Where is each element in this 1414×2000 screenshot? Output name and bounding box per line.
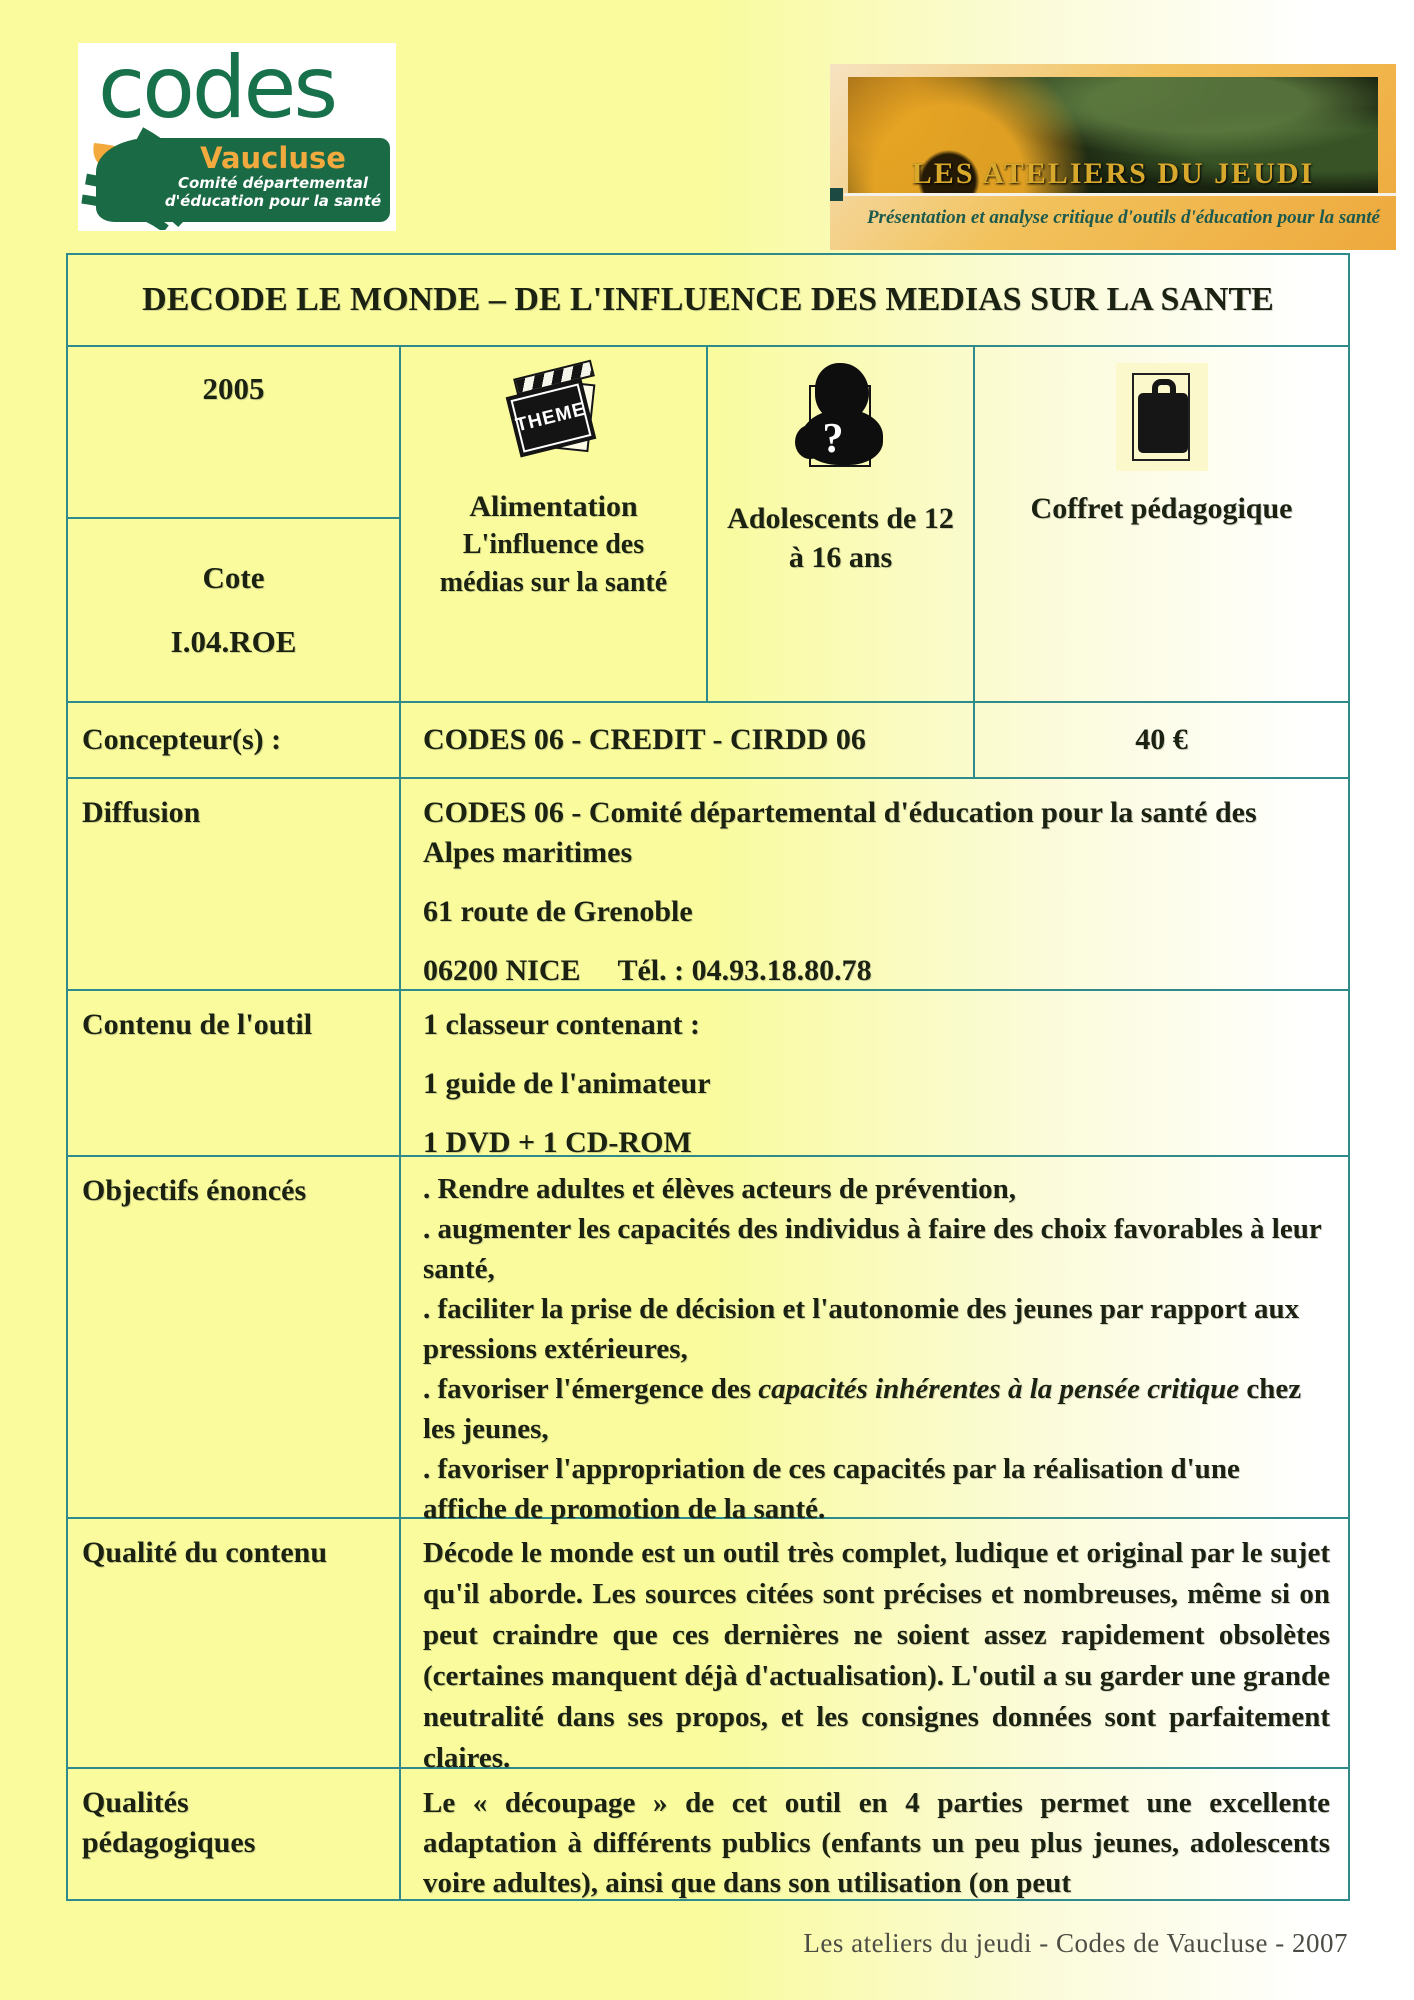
objectif-item: . faciliter la prise de décision et l'autonomie des jeunes par rapport aux pressions extérieures, — [423, 1293, 1300, 1365]
theme-title: Alimentation — [469, 490, 638, 523]
diffusion-row — [68, 777, 1348, 989]
qualite-contenu-row — [68, 1517, 1348, 1774]
contenu-line: 1 guide de l'animateur — [423, 1067, 711, 1100]
adolescent-silhouette-icon — [793, 363, 889, 483]
pedagogie-label: Qualités pédagogiques — [82, 1786, 256, 1859]
qualite-label: Qualité du contenu — [82, 1536, 328, 1569]
audience-label: Adolescents de 12 à 16 ans — [727, 502, 954, 574]
cote-label: Cote — [202, 560, 265, 595]
codes-logo-banner — [96, 138, 390, 222]
contenu-line: 1 DVD + 1 CD-ROM — [423, 1126, 692, 1159]
audience-cell — [706, 347, 973, 701]
theme-board-label: THEME — [513, 398, 588, 437]
diffusion-line: 06200 NICE Tél. : 04.93.18.80.78 — [423, 954, 872, 987]
format-label: Coffret pédagogique — [1030, 492, 1293, 525]
briefcase-icon — [1116, 363, 1208, 471]
qualites-pedagogiques-row — [68, 1767, 1348, 1899]
price-value: 40 € — [973, 703, 1348, 777]
page-footer: Les ateliers du jeudi - Codes de Vaucluse - 2007 — [803, 1928, 1348, 1958]
codes-vaucluse-logo — [78, 38, 396, 231]
theme-subtitle: L'influence des médias sur la santé — [439, 529, 668, 598]
objectifs-row — [68, 1155, 1348, 1525]
codes-logo-subline1: Comité départemental — [177, 174, 369, 192]
ateliers-du-jeudi-banner — [830, 64, 1396, 250]
tool-review-sheet — [66, 253, 1350, 1901]
diffusion-line: CODES 06 - Comité départemental d'éducation pour la santé des Alpes maritimes — [423, 796, 1257, 869]
contenu-row — [68, 989, 1348, 1159]
banner-line-chip — [830, 188, 843, 201]
objectif-italic-segment: capacités inhérentes à la pensée critique — [758, 1373, 1240, 1405]
sheet-title: DECODE LE MONDE – DE L'INFLUENCE DES MEDIAS SUR LA SANTE — [142, 281, 1274, 318]
concepteur-value: CODES 06 - CREDIT - CIRDD 06 — [399, 703, 973, 777]
concepteur-row — [68, 701, 1348, 777]
contenu-line: 1 classeur contenant : — [423, 1008, 700, 1041]
cote-value: I.04.ROE — [170, 624, 297, 659]
briefcase-body — [1138, 393, 1188, 453]
contenu-label: Contenu de l'outil — [82, 1008, 313, 1041]
pedagogie-content: Le « découpage » de cet outil en 4 parties permet une excellente adaptation à différents publics (enfants un peu plus jeunes, adolescents voire adultes), ainsi que dans son utilisation (on peut — [399, 1769, 1348, 1899]
objectif-item: . favoriser l'émergence des capacités inhérentes à la pensée critique chez les jeunes, — [423, 1373, 1302, 1445]
banner-divider — [844, 193, 1396, 196]
category-row — [68, 345, 1348, 701]
year-value: 2005 — [202, 371, 265, 406]
objectif-item: . favoriser l'appropriation de ces capacités par la réalisation d'une affiche de promotion de la santé. — [423, 1453, 1240, 1525]
banner-subtitle: Présentation et analyse critique d'outils d'éducation pour la santé — [866, 207, 1380, 228]
diffusion-label: Diffusion — [82, 796, 201, 829]
qualite-content: Décode le monde est un outil très complet, ludique et original par le sujet qu'il aborde. Les sources citées sont précises et nombreuses, même si on peut craindre que ces dernières ne soient assez rapidement obsolètes (certaines manquent déjà d'actualisation). L'outil a su garder une grande neutralité dans ses propos, et les consignes données sont parfaitement claires. — [399, 1519, 1348, 1767]
format-cell — [973, 347, 1348, 701]
sunflower-photo — [848, 77, 1378, 195]
question-mark-glyph: ? — [822, 416, 844, 462]
objectifs-label: Objectifs énoncés — [82, 1174, 307, 1207]
concepteur-label: Concepteur(s) : — [82, 723, 282, 756]
objectifs-content — [399, 1157, 1348, 1525]
clapperboard-theme-icon — [504, 363, 604, 467]
sheet-title-row — [68, 255, 1348, 345]
objectif-item: . augmenter les capacités des individus à faire des choix favorables à leur santé, — [423, 1213, 1322, 1285]
banner-title: LES ATELIERS DU JEUDI — [911, 157, 1315, 190]
objectif-item: . Rendre adultes et élèves acteurs de prévention, — [423, 1173, 1017, 1205]
year-cote-column — [68, 347, 399, 701]
codes-logo-region: Vaucluse — [200, 141, 346, 175]
cote-cell — [68, 517, 399, 701]
theme-cell — [399, 347, 706, 701]
diffusion-line: 61 route de Grenoble — [423, 895, 693, 928]
codes-logo-wordmark: codes — [98, 38, 336, 138]
diffusion-content — [399, 779, 1348, 989]
contenu-content — [399, 991, 1348, 1159]
codes-logo-subline2: d'éducation pour la santé — [164, 192, 382, 210]
